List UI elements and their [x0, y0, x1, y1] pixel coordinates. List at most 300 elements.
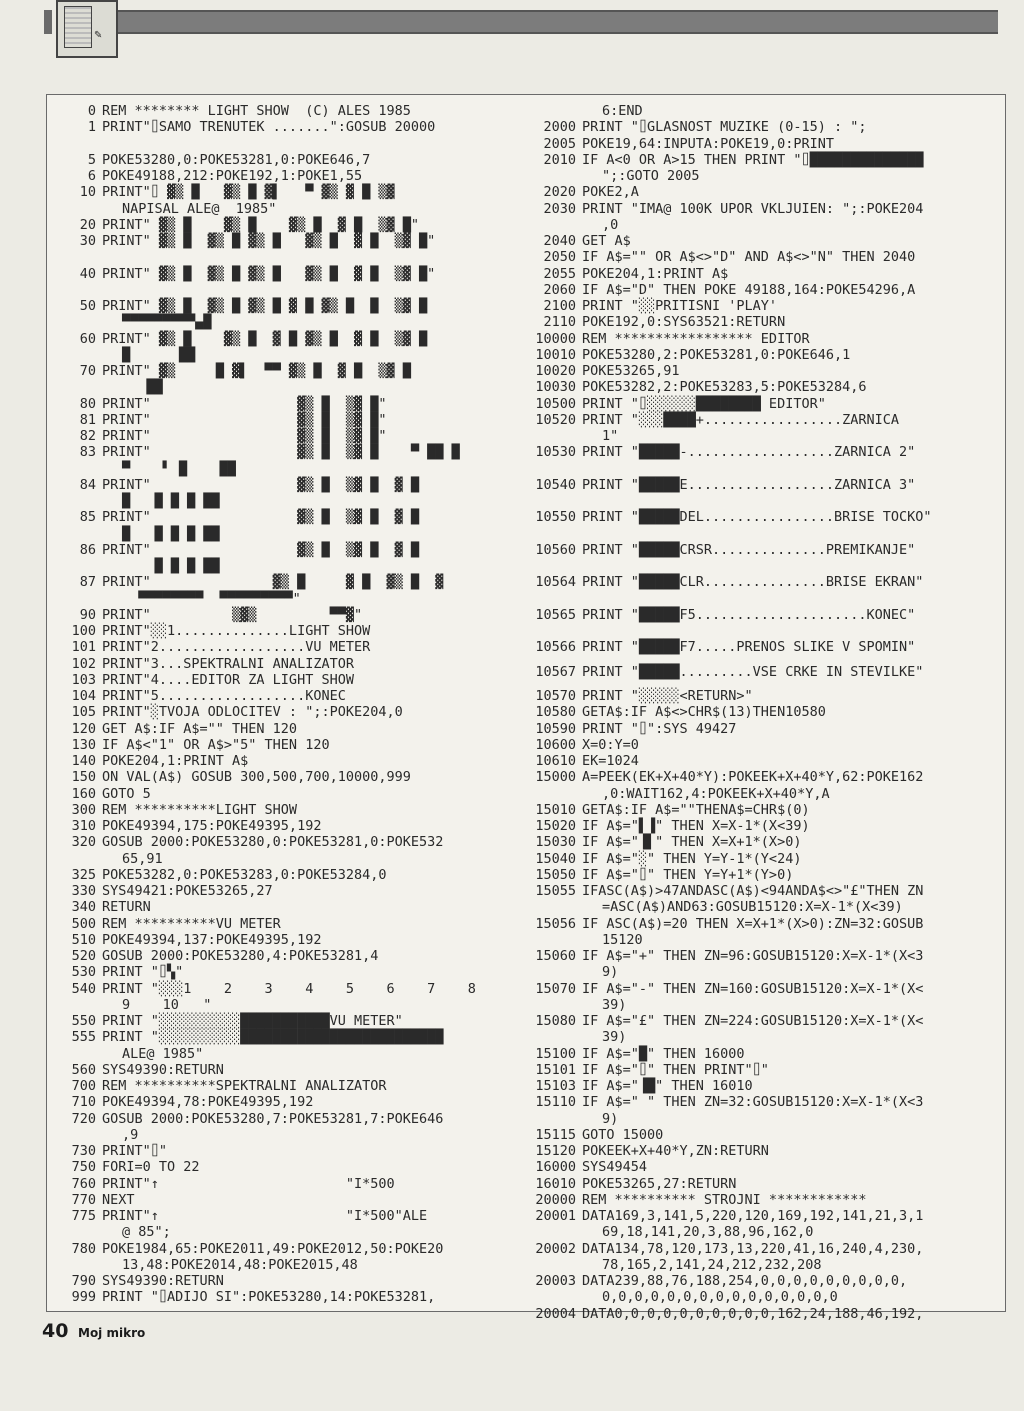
code-text: PRINT"↑ "I*500"ALE: [102, 1208, 428, 1224]
line-number: 10590: [535, 720, 576, 737]
code-line: [520, 379, 866, 395]
code-text: GOSUB 2000:POKE53280,7:POKE53281,7:POKE646: [102, 1110, 444, 1127]
code-line: [48, 1127, 138, 1143]
code-line: [48, 721, 297, 737]
code-line: [520, 509, 932, 525]
code-text: PRINT"░░1..............LIGHT SHOW: [102, 623, 371, 639]
code-line: [520, 834, 801, 850]
code-line: [48, 688, 346, 704]
code-text: ▀▀▀▀▀▀▀▀▀▄█: [122, 314, 212, 331]
line-number: 10600: [535, 736, 576, 753]
code-line: [520, 1143, 769, 1159]
code-line: [48, 916, 281, 932]
code-text: IF A$="█" THEN 16000: [582, 1045, 745, 1062]
magazine-name: Moj mikro: [78, 1326, 146, 1340]
line-number: 10000: [535, 330, 576, 347]
code-text: IF ASC(A$)=20 THEN X=X+1*(X>0):ZN=32:GOSUB: [582, 915, 924, 932]
code-text: GOTO 15000: [582, 1126, 664, 1143]
code-text: PRINT" ▓▒ █ ▓▒ █ ▓▒ █ ▓ █ ▒▓ █": [102, 216, 419, 233]
code-text: 13,48:POKE2014,48:POKE2015,48: [122, 1256, 358, 1273]
line-number: 2055: [543, 265, 576, 282]
line-number: 10564: [535, 574, 576, 591]
code-text: ,9: [122, 1126, 139, 1143]
code-text: 69,18,141,20,3,88,96,162,0: [602, 1224, 814, 1241]
code-line: [48, 1159, 200, 1175]
line-number: 730: [71, 1143, 96, 1159]
code-line: [520, 1046, 745, 1062]
code-text: REM **********VU METER: [102, 915, 281, 932]
code-text: █ █ █ ██: [122, 558, 220, 574]
computer-listing-icon: [64, 6, 92, 48]
line-number: 15020: [535, 818, 576, 834]
code-line: [48, 574, 443, 590]
line-number: 15080: [535, 1013, 576, 1029]
code-line: [520, 1273, 907, 1289]
line-number: 130: [71, 736, 96, 753]
code-text: POKEEK+X+40*Y,ZN:RETURN: [582, 1143, 769, 1159]
code-line: [48, 591, 301, 607]
code-text: PRINT "█████CRSR..............PREMIKANJE": [582, 541, 916, 558]
code-text: PRINT" ▒▓▒ ▀▀▓": [102, 606, 363, 623]
code-text: GETA$:IF A$=""THENA$=CHR$(0): [582, 801, 810, 818]
line-number: 775: [71, 1208, 96, 1224]
code-text: PRINT" ▓▒ █ ▓▒ █ ▓ █ ▓▒ █ ▓ █ ▒▓ █: [102, 330, 428, 347]
line-number: 82: [79, 428, 96, 444]
code-line: [520, 1078, 753, 1094]
code-line: [48, 834, 443, 850]
code-text: 0,0,0,0,0,0,0,0,0,0,0,0,0,0,0: [602, 1289, 838, 1306]
line-number: 2005: [543, 135, 576, 152]
line-number: 10: [79, 184, 96, 201]
code-text: POKE53265,27:RETURN: [582, 1175, 737, 1192]
code-line: [520, 607, 915, 623]
line-number: 15060: [535, 948, 576, 964]
code-line: [520, 103, 643, 119]
code-line: [48, 201, 276, 217]
code-text: IF A$=" " THEN ZN=32:GOSUB15120:X=X-1*(X<3: [582, 1094, 924, 1111]
code-line: [520, 981, 923, 997]
line-number: 2040: [543, 233, 576, 249]
line-number: 20000: [535, 1191, 576, 1208]
code-line: [520, 948, 923, 964]
code-line: [520, 964, 618, 980]
code-text: IF A$="⌷" THEN Y=Y+1*(Y>0): [582, 866, 794, 883]
line-number: 104: [71, 688, 96, 704]
line-number: 770: [71, 1191, 96, 1208]
code-text: PRINT "IMA@ 100K UPOR VKLJUIEN: ";:POKE204: [582, 200, 924, 217]
code-line: [48, 331, 427, 347]
code-text: ";:GOTO 2005: [602, 168, 700, 184]
code-text: PRINT" ▓▒ █ ▒▓ █": [102, 411, 387, 428]
code-text: A=PEEK(EK+X+40*Y):POKEEK+X+40*Y,62:POKE162: [582, 769, 924, 786]
code-line: [520, 802, 810, 818]
line-number: 160: [71, 785, 96, 802]
code-text: PRINT "█████DEL................BRISE TOCKO": [582, 509, 932, 526]
code-line: [48, 1273, 224, 1289]
line-number: 30: [79, 233, 96, 249]
code-text: GET A$:IF A$="" THEN 120: [102, 720, 298, 737]
code-line: [520, 664, 923, 680]
code-text: POKE204,1:PRINT A$: [582, 265, 729, 282]
line-number: 15070: [535, 980, 576, 997]
line-number: 720: [71, 1110, 96, 1127]
code-text: SYS49390:RETURN: [102, 1273, 224, 1289]
line-number: 103: [71, 671, 96, 688]
code-text: ██: [122, 379, 163, 396]
code-line: [48, 363, 411, 379]
code-text: PRINT "░░░1 2 3 4 5 6 7 8: [102, 980, 476, 997]
code-text: IF A$="D" THEN POKE 49188,164:POKE54296,A: [582, 281, 916, 298]
code-line: [520, 1176, 736, 1192]
code-line: [48, 607, 362, 623]
code-line: [520, 1111, 618, 1127]
line-number: 90: [79, 606, 96, 623]
code-line: [520, 1257, 821, 1273]
code-line: [520, 786, 830, 802]
code-line: [520, 347, 850, 363]
code-line: [48, 1289, 435, 1305]
line-number: 320: [71, 834, 96, 851]
code-line: [48, 1224, 171, 1240]
code-line: [48, 412, 386, 428]
code-text: 6:END: [602, 103, 643, 119]
line-number: 87: [79, 574, 96, 591]
line-number: 10010: [535, 346, 576, 363]
code-text: PRINT "⌷":SYS 49427: [582, 720, 737, 737]
code-text: @ 85";: [122, 1224, 171, 1241]
code-line: [48, 542, 419, 558]
code-text: 9): [602, 1110, 619, 1127]
code-line: [48, 1094, 313, 1110]
line-number: 20: [79, 216, 96, 233]
code-text: SYS49421:POKE53265,27: [102, 883, 273, 899]
code-line: [520, 867, 793, 883]
line-number: 10550: [535, 509, 576, 526]
code-text: PRINT"⌷SAMO TRENUTEK .......":GOSUB 20000: [102, 119, 436, 136]
code-text: PRINT "░░░████+.................ZARNICA: [582, 411, 899, 428]
code-line: [48, 1013, 403, 1029]
code-text: REM ********** STROJNI ************: [582, 1191, 867, 1208]
code-text: IFASC(A$)>47ANDASC(A$)<94ANDA$<>"£"THEN ZN: [582, 883, 924, 899]
section-logo: [56, 0, 118, 58]
code-line: [48, 1143, 167, 1159]
code-line: [520, 1289, 838, 1305]
line-number: 10020: [535, 363, 576, 379]
code-text: PRINT "█████.........VSE CRKE IN STEVILKE": [582, 663, 924, 680]
code-line: [48, 737, 330, 753]
code-text: PRINT" ▓▒ █ ▓▒ █ ▓▒ █ ▓▒ █ ▓ █ ▒▓ █": [102, 265, 436, 282]
code-line: [48, 769, 411, 785]
code-line: [520, 314, 785, 330]
code-text: PRINT"⌷ ▓▒ █ ▓▒ █ ▓▌ ▀ ▓▒ ▓ █ ▒▓: [102, 184, 395, 201]
code-line: [520, 1159, 647, 1175]
code-line: [48, 1111, 443, 1127]
page-number: 40: [42, 1320, 69, 1342]
code-line: [48, 119, 435, 135]
code-line: [520, 818, 810, 834]
code-text: POKE53265,91: [582, 363, 680, 379]
code-line: [48, 428, 386, 444]
code-text: REM **********LIGHT SHOW: [102, 801, 298, 818]
code-text: POKE49188,212:POKE192,1:POKE1,55: [102, 168, 363, 184]
line-number: 15056: [535, 915, 576, 932]
code-text: PRINT"2..................VU METER: [102, 639, 371, 656]
code-line: [48, 964, 183, 980]
line-number: 20003: [535, 1273, 576, 1289]
line-number: 2060: [543, 281, 576, 298]
code-text: GOSUB 2000:POKE53280,4:POKE53281,4: [102, 948, 379, 964]
line-number: 2110: [543, 314, 576, 331]
code-line: [48, 753, 248, 769]
line-number: 330: [71, 883, 96, 899]
line-number: 120: [71, 720, 96, 737]
code-text: REM ******** LIGHT SHOW (C) ALES 1985: [102, 103, 411, 119]
code-line: [48, 1176, 395, 1192]
code-text: PRINT" ▓▒ █ ▒▓ █ ▓ █: [102, 541, 419, 558]
code-text: IF A$="" OR A$<>"D" AND A$<>"N" THEN 2040: [582, 249, 916, 266]
code-text: PRINT "░░░░░<RETURN>": [582, 688, 753, 704]
code-text: POKE53282,2:POKE53283,5:POKE53284,6: [582, 379, 867, 396]
code-line: [520, 704, 826, 720]
line-number: 15110: [535, 1094, 576, 1111]
code-text: SYS49454: [582, 1159, 648, 1176]
code-text: 9): [602, 964, 619, 981]
line-number: 300: [71, 801, 96, 818]
code-text: DATA134,78,120,173,13,220,41,16,240,4,230,: [582, 1240, 924, 1257]
line-number: 2100: [543, 298, 576, 314]
code-text: GETA$:IF A$<>CHR$(13)THEN10580: [582, 704, 826, 721]
line-number: 15030: [535, 834, 576, 851]
code-text: PRINT "█████E..................ZARNICA 3": [582, 476, 916, 493]
code-text: IF A$="+" THEN ZN=96:GOSUB15120:X=X-1*(X<3: [582, 948, 924, 964]
code-text: PRINT "⌷ADIJO SI":POKE53280,14:POKE53281,: [102, 1289, 436, 1306]
code-text: 9 10 ": [122, 996, 212, 1013]
code-line: [520, 1029, 626, 1045]
code-line: [520, 266, 728, 282]
code-line: [520, 1241, 923, 1257]
code-line: [48, 168, 362, 184]
code-text: RETURN: [102, 899, 151, 916]
code-line: [48, 396, 386, 412]
code-text: GOSUB 2000:POKE53280,0:POKE53281,0:POKE532: [102, 834, 444, 851]
line-number: 999: [71, 1289, 96, 1306]
code-text: NAPISAL ALE@ 1985": [122, 200, 277, 217]
code-line: [48, 883, 273, 899]
line-number: 10580: [535, 704, 576, 721]
code-line: [520, 444, 915, 460]
code-line: [520, 883, 923, 899]
line-number: 15100: [535, 1045, 576, 1062]
code-line: [520, 574, 923, 590]
line-number: 20002: [535, 1240, 576, 1257]
code-line: [48, 818, 321, 834]
code-text: POKE2,A: [582, 184, 639, 201]
code-text: POKE204,1:PRINT A$: [102, 753, 249, 769]
code-line: [520, 298, 777, 314]
line-number: 15050: [535, 866, 576, 883]
code-line: [520, 428, 618, 444]
code-line: [520, 639, 915, 655]
code-text: PRINT"4....EDITOR ZA LIGHT SHOW: [102, 671, 354, 688]
line-number: 20004: [535, 1305, 576, 1322]
code-line: [48, 152, 370, 168]
line-number: 10566: [535, 639, 576, 656]
code-text: IF A$="▐█" THEN 16010: [582, 1078, 753, 1094]
line-number: 550: [71, 1013, 96, 1029]
code-line: [520, 1306, 923, 1322]
code-text: █ █ █ █ ██: [122, 493, 220, 509]
code-text: IF A$="░" THEN Y=Y-1*(Y<24): [582, 850, 802, 867]
code-line: [48, 493, 220, 509]
line-number: 100: [71, 623, 96, 639]
line-number: 540: [71, 980, 96, 997]
line-number: 530: [71, 964, 96, 981]
code-text: POKE19,64:INPUTA:POKE19,0:PRINT: [582, 135, 834, 152]
code-line: [48, 704, 403, 720]
code-line: [520, 1224, 813, 1240]
code-line: [520, 899, 903, 915]
code-line: [48, 1062, 224, 1078]
code-line: [520, 737, 639, 753]
code-text: IF A$="£" THEN ZN=224:GOSUB15120:X=X-1*(X<: [582, 1013, 924, 1029]
code-text: GET A$: [582, 233, 631, 249]
code-text: PRINT "⌷GLASNOST MUZIKE (0-15) : ";: [582, 119, 867, 136]
code-text: PRINT" ▓▒ █ ▓ █ ▓▒ █ ▓: [102, 574, 444, 591]
code-line: [48, 997, 211, 1013]
code-line: [520, 412, 899, 428]
code-line: [48, 851, 163, 867]
code-text: IF A$="⌷" THEN PRINT"⌷": [582, 1061, 769, 1078]
code-line: [48, 379, 163, 395]
line-number: 101: [71, 639, 96, 656]
code-text: NEXT: [102, 1191, 135, 1208]
line-number: 15120: [535, 1143, 576, 1159]
code-line: [520, 152, 923, 168]
code-line: [48, 981, 476, 997]
code-text: PRINT" ▓▒ █ ▒▓ █ ▀ ██ █: [102, 444, 460, 461]
line-number: 310: [71, 818, 96, 834]
code-line: [48, 298, 427, 314]
line-number: 85: [79, 509, 96, 526]
code-text: █ ██: [122, 346, 196, 363]
line-number: 15115: [535, 1126, 576, 1143]
code-text: IF A$="-" THEN ZN=160:GOSUB15120:X=X-1*(X<: [582, 980, 924, 997]
code-text: PRINT "░░PRITISNI 'PLAY': [582, 298, 778, 314]
code-line: [48, 103, 411, 119]
code-text: PRINT" ▓▒ █ ▒▓ █ ▓ █: [102, 476, 419, 493]
line-number: 10567: [535, 663, 576, 680]
code-text: DATA239,88,76,188,254,0,0,0,0,0,0,0,0,0,: [582, 1273, 908, 1289]
line-number: 15010: [535, 801, 576, 818]
code-text: 15120: [602, 931, 643, 948]
code-text: REM **********SPEKTRALNI ANALIZATOR: [102, 1078, 387, 1094]
line-number: 10610: [535, 753, 576, 769]
code-text: ALE@ 1985": [122, 1045, 204, 1062]
code-line: [48, 656, 354, 672]
line-number: 50: [79, 298, 96, 314]
code-line: [48, 1029, 443, 1045]
line-number: 102: [71, 655, 96, 672]
code-line: [520, 184, 639, 200]
code-text: █ █ █ █ ██: [122, 525, 220, 542]
code-text: PRINT "⌷▚": [102, 964, 184, 981]
code-text: PRINT"░TVOJA ODLOCITEV : ";:POKE204,0: [102, 704, 403, 721]
code-text: =ASC(A$)AND63:GOSUB15120:X=X-1*(X<39): [602, 899, 903, 916]
code-text: ▀ ▘ █ ██: [122, 460, 236, 477]
line-number: 60: [79, 330, 96, 347]
code-text: PRINT "░░░░░░░░░░█████████████████████████: [102, 1029, 444, 1046]
code-text: DATA169,3,141,5,220,120,169,192,141,21,3,1: [582, 1208, 924, 1224]
code-line: [48, 444, 460, 460]
code-line: [520, 136, 834, 152]
line-number: 760: [71, 1175, 96, 1192]
code-text: PRINT" ▓▒ █ ▒▓ █ ▓ █: [102, 509, 419, 526]
line-number: 10540: [535, 476, 576, 493]
code-line: [520, 916, 923, 932]
code-text: 39): [602, 1029, 627, 1046]
code-text: PRINT" ▓▒ █ ▒▓ █": [102, 428, 387, 444]
code-line: [520, 1208, 923, 1224]
code-text: POKE49394,137:POKE49395,192: [102, 931, 322, 948]
code-text: PRINT" ▓▒ █ ▓▒ █ ▓▒ █ ▓▒ █ ▓ █ ▒▓ █": [102, 233, 436, 249]
code-line: [48, 932, 321, 948]
line-number: 81: [79, 411, 96, 428]
code-line: [48, 184, 395, 200]
code-text: IF A$<"1" OR A$>"5" THEN 120: [102, 736, 330, 753]
code-text: IF A$="▐▌" THEN X=X+1*(X>0): [582, 834, 802, 851]
line-number: 520: [71, 948, 96, 964]
code-line: [48, 639, 370, 655]
code-text: PRINT" ▓▒ █ ▒▓ █": [102, 395, 387, 412]
line-number: 150: [71, 769, 96, 786]
code-line: [520, 1062, 769, 1078]
code-text: EK=1024: [582, 753, 639, 769]
code-line: [520, 721, 736, 737]
code-line: [48, 233, 435, 249]
code-text: IF A<0 OR A>15 THEN PRINT "⌷██████████████: [582, 151, 924, 168]
code-line: [520, 233, 631, 249]
line-number: 84: [79, 476, 96, 493]
code-text: PRINT" ▓▒ █ ▓▒ █ ▓▒ █ ▓ █ ▓▒ █ █ ▒▓ █: [102, 298, 428, 314]
code-text: ,0: [602, 216, 619, 233]
line-number: 20001: [535, 1208, 576, 1224]
code-text: POKE49394,175:POKE49395,192: [102, 818, 322, 834]
code-text: FORI=0 TO 22: [102, 1159, 200, 1176]
line-number: 105: [71, 704, 96, 721]
line-number: 15101: [535, 1061, 576, 1078]
code-line: [520, 282, 915, 298]
line-number: 325: [71, 866, 96, 883]
code-text: 1": [602, 428, 619, 444]
line-number: 510: [71, 931, 96, 948]
code-text: POKE1984,65:POKE2011,49:POKE2012,50:POKE20: [102, 1240, 444, 1257]
code-text: POKE53280,2:POKE53281,0:POKE646,1: [582, 346, 851, 363]
code-line: [48, 786, 151, 802]
line-number: 1: [87, 119, 96, 136]
line-number: 80: [79, 395, 96, 412]
line-number: 16000: [535, 1159, 576, 1176]
code-line: [48, 1241, 443, 1257]
line-number: 15103: [535, 1078, 576, 1094]
code-line: [48, 867, 386, 883]
code-line: [520, 1094, 923, 1110]
line-number: 15040: [535, 850, 576, 867]
line-number: 86: [79, 541, 96, 558]
code-text: PRINT" ▓▒ █ ▓▌ ▀▀ ▓▒ █ ▓ █ ▒▓ █: [102, 363, 411, 379]
line-number: 0: [87, 103, 96, 119]
code-line: [520, 997, 626, 1013]
line-number: 40: [79, 265, 96, 282]
